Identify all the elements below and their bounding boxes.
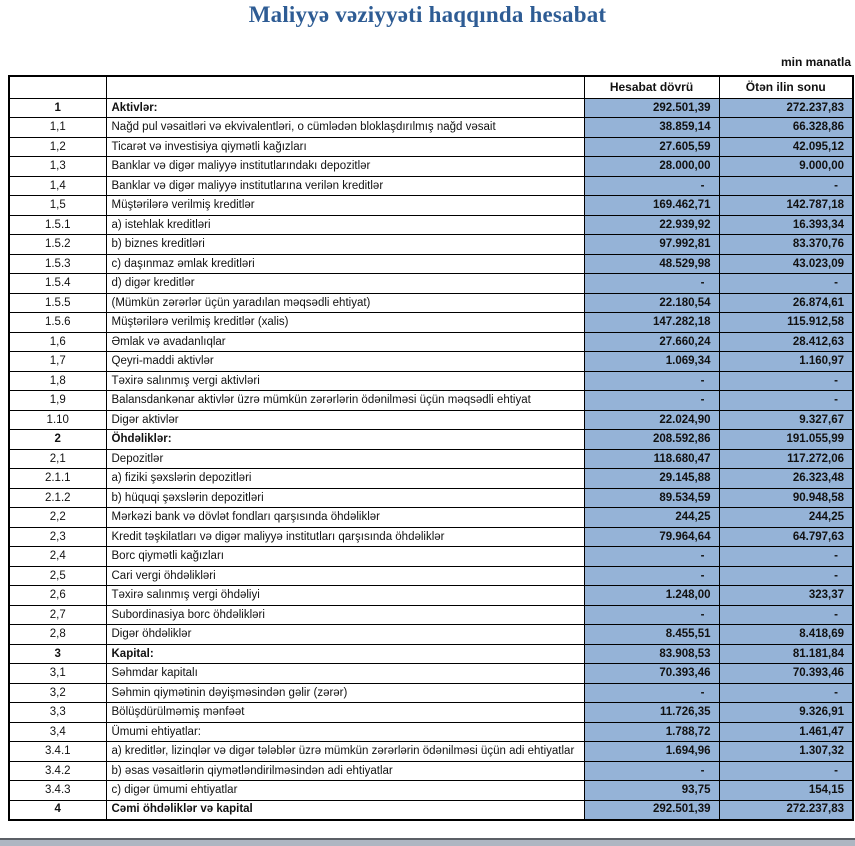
row-number: 1.10 — [9, 410, 106, 430]
section-row — [9, 644, 853, 664]
value-previous-year-end: 272.237,83 — [719, 98, 853, 118]
row-number: 1,2 — [9, 137, 106, 157]
financial-position-table — [8, 75, 854, 821]
value-previous-year-end: 9.000,00 — [719, 157, 853, 177]
value-previous-year-end: - — [719, 391, 853, 411]
table-row — [9, 274, 853, 294]
value-current-period: 38.859,14 — [584, 118, 719, 138]
table-row — [9, 196, 853, 216]
value-current-period: 79.964,64 — [584, 527, 719, 547]
value-previous-year-end: 42.095,12 — [719, 137, 853, 157]
row-number: 1,1 — [9, 118, 106, 138]
row-label: Aktivlər: — [106, 98, 584, 118]
row-label: Cari vergi öhdəlikləri — [106, 566, 584, 586]
row-label: Borc qiymətli kağızları — [106, 547, 584, 567]
row-number: 3 — [9, 644, 106, 664]
value-previous-year-end: - — [719, 547, 853, 567]
row-number: 2.1.2 — [9, 488, 106, 508]
row-number: 1.5.6 — [9, 313, 106, 333]
value-previous-year-end: - — [719, 176, 853, 196]
value-previous-year-end: 154,15 — [719, 781, 853, 801]
value-previous-year-end: 26.323,48 — [719, 469, 853, 489]
value-previous-year-end: 9.326,91 — [719, 703, 853, 723]
table-row — [9, 605, 853, 625]
table-row — [9, 566, 853, 586]
value-current-period: 70.393,46 — [584, 664, 719, 684]
value-current-period: 11.726,35 — [584, 703, 719, 723]
table-row — [9, 157, 853, 177]
table-row — [9, 683, 853, 703]
value-current-period: 169.462,71 — [584, 196, 719, 216]
row-label: d) digər kreditlər — [106, 274, 584, 294]
row-label: b) əsas vəsaitlərin qiymətləndirilməsindən adi ehtiyatlar — [106, 761, 584, 781]
value-previous-year-end: 66.328,86 — [719, 118, 853, 138]
table-row — [9, 469, 853, 489]
row-number: 1 — [9, 98, 106, 118]
value-previous-year-end: - — [719, 371, 853, 391]
row-number: 2,5 — [9, 566, 106, 586]
row-number: 1,8 — [9, 371, 106, 391]
table-row — [9, 449, 853, 469]
value-current-period: 48.529,98 — [584, 254, 719, 274]
value-current-period: 292.501,39 — [584, 800, 719, 820]
table-row — [9, 488, 853, 508]
value-previous-year-end: - — [719, 761, 853, 781]
value-previous-year-end: 81.181,84 — [719, 644, 853, 664]
value-current-period: 1.248,00 — [584, 586, 719, 606]
row-number: 3.4.1 — [9, 742, 106, 762]
table-row — [9, 547, 853, 567]
row-number: 3,2 — [9, 683, 106, 703]
row-label: Digər aktivlər — [106, 410, 584, 430]
row-label: Nağd pul vəsaitləri və ekvivalentləri, o cümlədən bloklaşdırılmış nağd vəsait — [106, 118, 584, 138]
table-row — [9, 137, 853, 157]
row-label: Ticarət və investisiya qiymətli kağızları — [106, 137, 584, 157]
row-number: 3.4.3 — [9, 781, 106, 801]
table-row — [9, 625, 853, 645]
row-label: a) fiziki şəxslərin depozitləri — [106, 469, 584, 489]
row-label: c) digər ümumi ehtiyatlar — [106, 781, 584, 801]
row-number: 1,6 — [9, 332, 106, 352]
unit-note: min manatla — [780, 55, 851, 69]
row-number: 1.5.4 — [9, 274, 106, 294]
row-number: 3,1 — [9, 664, 106, 684]
row-label: Banklar və digər maliyyə institutlarındakı depozitlər — [106, 157, 584, 177]
row-number: 2,6 — [9, 586, 106, 606]
row-number: 3,4 — [9, 722, 106, 742]
row-number: 1.5.5 — [9, 293, 106, 313]
value-current-period: - — [584, 683, 719, 703]
value-current-period: 28.000,00 — [584, 157, 719, 177]
value-current-period: 208.592,86 — [584, 430, 719, 450]
value-previous-year-end: - — [719, 683, 853, 703]
value-current-period: 8.455,51 — [584, 625, 719, 645]
value-previous-year-end: 90.948,58 — [719, 488, 853, 508]
value-previous-year-end: 1.307,32 — [719, 742, 853, 762]
value-current-period: 93,75 — [584, 781, 719, 801]
row-label: Ümumi ehtiyatlar: — [106, 722, 584, 742]
value-current-period: 292.501,39 — [584, 98, 719, 118]
section-row — [9, 98, 853, 118]
section-row — [9, 800, 853, 820]
row-label: Depozitlər — [106, 449, 584, 469]
value-current-period: 1.694,96 — [584, 742, 719, 762]
row-number: 2,7 — [9, 605, 106, 625]
row-label: c) daşınmaz əmlak kreditləri — [106, 254, 584, 274]
value-previous-year-end: 8.418,69 — [719, 625, 853, 645]
value-previous-year-end: 9.327,67 — [719, 410, 853, 430]
value-current-period: 22.024,90 — [584, 410, 719, 430]
value-previous-year-end: 28.412,63 — [719, 332, 853, 352]
row-label: Müştərilərə verilmiş kreditlər — [106, 196, 584, 216]
value-previous-year-end: - — [719, 605, 853, 625]
table-header-row — [9, 76, 853, 98]
row-number: 1,4 — [9, 176, 106, 196]
value-previous-year-end: 83.370,76 — [719, 235, 853, 255]
value-current-period: 83.908,53 — [584, 644, 719, 664]
value-previous-year-end: 16.393,34 — [719, 215, 853, 235]
row-label: Banklar və digər maliyyə institutlarına verilən kreditlər — [106, 176, 584, 196]
value-current-period: 244,25 — [584, 508, 719, 528]
page-title: Maliyyə vəziyyəti haqqında hesabat — [248, 2, 607, 27]
table-row — [9, 371, 853, 391]
row-label: Kredit təşkilatları və digər maliyyə institutları qarşısında öhdəliklər — [106, 527, 584, 547]
table-row — [9, 742, 853, 762]
row-number: 2,1 — [9, 449, 106, 469]
value-previous-year-end: - — [719, 566, 853, 586]
header-row-number — [9, 76, 106, 98]
row-label: (Mümkün zərərlər üçün yaradılan məqsədli ehtiyat) — [106, 293, 584, 313]
row-label: Səhmin qiymətinin dəyişməsindən gəlir (zərər) — [106, 683, 584, 703]
row-label: Təxirə salınmış vergi aktivləri — [106, 371, 584, 391]
value-current-period: 1.788,72 — [584, 722, 719, 742]
value-current-period: 27.605,59 — [584, 137, 719, 157]
value-current-period: 27.660,24 — [584, 332, 719, 352]
row-label: a) kreditlər, lizinqlər və digər tələblər üzrə mümkün zərərlərin ödənilməsi üçün adi ehtiyatlar — [106, 742, 584, 762]
value-current-period: - — [584, 761, 719, 781]
row-number: 1.5.2 — [9, 235, 106, 255]
value-current-period: - — [584, 274, 719, 294]
table-row — [9, 703, 853, 723]
value-current-period: 22.939,92 — [584, 215, 719, 235]
row-label: Cəmi öhdəliklər və kapital — [106, 800, 584, 820]
row-label: Kapital: — [106, 644, 584, 664]
row-number: 3,3 — [9, 703, 106, 723]
value-previous-year-end: 142.787,18 — [719, 196, 853, 216]
table-row — [9, 508, 853, 528]
value-previous-year-end: 70.393,46 — [719, 664, 853, 684]
header-current-period: Hesabat dövrü — [584, 76, 719, 98]
row-number: 3.4.2 — [9, 761, 106, 781]
row-number: 2.1.1 — [9, 469, 106, 489]
table-row — [9, 293, 853, 313]
row-label: Qeyri-maddi aktivlər — [106, 352, 584, 372]
value-current-period: 147.282,18 — [584, 313, 719, 333]
row-number: 2 — [9, 430, 106, 450]
table-row — [9, 332, 853, 352]
row-label: Təxirə salınmış vergi öhdəliyi — [106, 586, 584, 606]
row-number: 1,5 — [9, 196, 106, 216]
row-label: Səhmdar kapitalı — [106, 664, 584, 684]
table-row — [9, 391, 853, 411]
value-current-period: - — [584, 605, 719, 625]
row-label: Balansdankənar aktivlər üzrə mümkün zərərlərin ödənilməsi üçün məqsədli ehtiyat — [106, 391, 584, 411]
value-current-period: 97.992,81 — [584, 235, 719, 255]
header-previous-year-end: Ötən ilin sonu — [719, 76, 853, 98]
table-row — [9, 722, 853, 742]
table-row — [9, 761, 853, 781]
value-current-period: 118.680,47 — [584, 449, 719, 469]
value-current-period: - — [584, 371, 719, 391]
value-current-period: - — [584, 176, 719, 196]
window-bottom-edge — [0, 838, 855, 846]
row-label: Mərkəzi bank və dövlət fondları qarşısında öhdəliklər — [106, 508, 584, 528]
row-number: 1,3 — [9, 157, 106, 177]
table-row — [9, 215, 853, 235]
section-row — [9, 430, 853, 450]
table-row — [9, 235, 853, 255]
row-number: 2,8 — [9, 625, 106, 645]
value-previous-year-end: 244,25 — [719, 508, 853, 528]
row-label: Digər öhdəliklər — [106, 625, 584, 645]
value-current-period: 22.180,54 — [584, 293, 719, 313]
value-current-period: - — [584, 547, 719, 567]
table-row — [9, 254, 853, 274]
value-previous-year-end: 1.160,97 — [719, 352, 853, 372]
value-previous-year-end: 64.797,63 — [719, 527, 853, 547]
value-current-period: 1.069,34 — [584, 352, 719, 372]
table-row — [9, 313, 853, 333]
header-item-label — [106, 76, 584, 98]
table-row — [9, 527, 853, 547]
row-number: 4 — [9, 800, 106, 820]
table-row — [9, 781, 853, 801]
value-previous-year-end: 272.237,83 — [719, 800, 853, 820]
value-current-period: 89.534,59 — [584, 488, 719, 508]
table-row — [9, 352, 853, 372]
value-current-period: 29.145,88 — [584, 469, 719, 489]
row-number: 1,9 — [9, 391, 106, 411]
row-label: Müştərilərə verilmiş kreditlər (xalis) — [106, 313, 584, 333]
value-previous-year-end: 1.461,47 — [719, 722, 853, 742]
row-label: b) biznes kreditləri — [106, 235, 584, 255]
table-row — [9, 118, 853, 138]
row-label: Öhdəliklər: — [106, 430, 584, 450]
table-row — [9, 176, 853, 196]
value-previous-year-end: 26.874,61 — [719, 293, 853, 313]
row-number: 2,4 — [9, 547, 106, 567]
row-label: a) istehlak kreditləri — [106, 215, 584, 235]
value-current-period: - — [584, 566, 719, 586]
value-previous-year-end: 115.912,58 — [719, 313, 853, 333]
value-previous-year-end: 43.023,09 — [719, 254, 853, 274]
row-label: b) hüquqi şəxslərin depozitləri — [106, 488, 584, 508]
row-number: 2,2 — [9, 508, 106, 528]
value-current-period: - — [584, 391, 719, 411]
row-label: Bölüşdürülməmiş mənfəət — [106, 703, 584, 723]
row-label: Subordinasiya borc öhdəlikləri — [106, 605, 584, 625]
table-row — [9, 664, 853, 684]
value-previous-year-end: 323,37 — [719, 586, 853, 606]
table-row — [9, 586, 853, 606]
row-number: 1.5.3 — [9, 254, 106, 274]
value-previous-year-end: - — [719, 274, 853, 294]
row-label: Əmlak və avadanlıqlar — [106, 332, 584, 352]
row-number: 1,7 — [9, 352, 106, 372]
value-previous-year-end: 117.272,06 — [719, 449, 853, 469]
row-number: 1.5.1 — [9, 215, 106, 235]
table-row — [9, 410, 853, 430]
value-previous-year-end: 191.055,99 — [719, 430, 853, 450]
row-number: 2,3 — [9, 527, 106, 547]
